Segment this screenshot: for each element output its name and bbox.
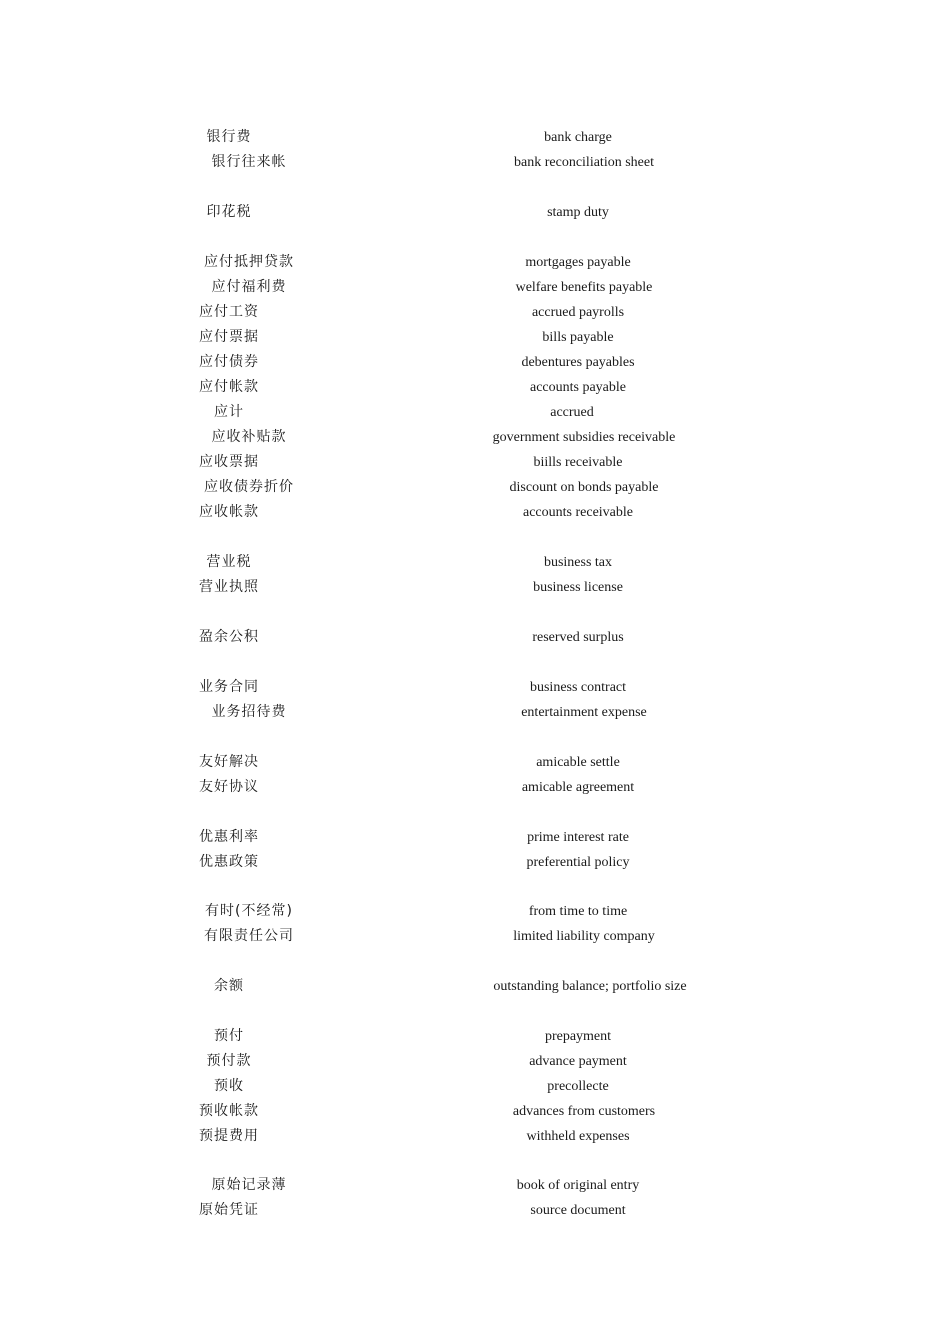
term-chinese: 优惠政策 [199, 854, 259, 870]
glossary-row [0, 425, 950, 450]
glossary-row [0, 850, 950, 875]
term-chinese: 预提费用 [199, 1128, 259, 1144]
term-chinese: 应收债券折价 [204, 479, 294, 495]
term-english: business tax [543, 555, 613, 570]
term-chinese: 银行往来帐 [211, 154, 287, 170]
term-chinese: 预付款 [206, 1053, 252, 1069]
term-english: bank charge [544, 130, 612, 145]
term-chinese: 原始凭证 [199, 1202, 259, 1218]
term-english: business license [533, 580, 623, 595]
glossary-row [0, 700, 950, 725]
term-chinese: 优惠利率 [199, 829, 259, 845]
term-chinese: 应付抵押贷款 [204, 254, 294, 270]
term-english: outstanding balance; portfolio size [493, 979, 687, 994]
term-english: debentures payables [521, 355, 635, 370]
glossary-row [0, 1074, 950, 1099]
term-chinese: 应计 [214, 404, 244, 420]
term-english: biills receivable [533, 455, 623, 470]
term-chinese: 营业执照 [199, 579, 259, 595]
term-english: mortgages payable [525, 255, 631, 270]
term-english: entertainment expense [521, 705, 647, 720]
term-chinese: 应付帐款 [199, 379, 259, 395]
glossary-row [0, 250, 950, 275]
term-english: prime interest rate [527, 830, 629, 845]
term-chinese: 有时(不经常) [205, 903, 293, 919]
term-chinese: 应收补贴款 [211, 429, 287, 445]
glossary-row [0, 200, 950, 225]
term-english: government subsidies receivable [492, 430, 676, 445]
glossary-row [0, 924, 950, 949]
term-chinese: 应付票据 [199, 329, 259, 345]
term-english: amicable agreement [521, 780, 635, 795]
term-english: accrued [550, 405, 594, 420]
glossary-row [0, 150, 950, 175]
glossary-row [0, 125, 950, 150]
term-english: accounts receivable [523, 505, 633, 520]
glossary-row [0, 275, 950, 300]
glossary-row [0, 825, 950, 850]
term-english: withheld expenses [526, 1129, 630, 1144]
term-english: business contract [529, 680, 627, 695]
glossary-row [0, 675, 950, 700]
glossary-row [0, 625, 950, 650]
term-chinese: 预收 [214, 1078, 244, 1094]
term-chinese: 业务合同 [199, 679, 259, 695]
term-english: accounts payable [529, 380, 627, 395]
term-chinese: 友好解决 [199, 754, 259, 770]
glossary-row [0, 1099, 950, 1124]
term-english: reserved surplus [532, 630, 624, 645]
glossary-row [0, 1173, 950, 1198]
term-chinese: 原始记录薄 [211, 1177, 287, 1193]
term-chinese: 银行费 [206, 129, 252, 145]
glossary-row [0, 974, 950, 999]
glossary-row [0, 400, 950, 425]
term-english: from time to time [528, 904, 628, 919]
term-english: source document [530, 1203, 626, 1218]
term-chinese: 应收票据 [199, 454, 259, 470]
glossary-row [0, 475, 950, 500]
glossary-row [0, 775, 950, 800]
term-chinese: 应付工资 [199, 304, 259, 320]
glossary-row [0, 300, 950, 325]
term-chinese: 应收帐款 [199, 504, 259, 520]
glossary-row [0, 450, 950, 475]
term-chinese: 预付 [214, 1028, 244, 1044]
glossary-row [0, 899, 950, 924]
term-chinese: 余额 [214, 978, 244, 994]
glossary-row [0, 550, 950, 575]
term-english: preferential policy [526, 855, 630, 870]
glossary-row [0, 1124, 950, 1149]
glossary-row [0, 575, 950, 600]
term-english: accrued payrolls [531, 305, 625, 320]
glossary-row [0, 375, 950, 400]
term-chinese: 盈余公积 [199, 629, 259, 645]
term-chinese: 有限责任公司 [204, 928, 294, 944]
glossary-row [0, 750, 950, 775]
term-english: advances from customers [512, 1104, 656, 1119]
term-english: amicable settle [536, 755, 620, 770]
glossary-row [0, 1024, 950, 1049]
term-english: welfare benefits payable [515, 280, 653, 295]
term-chinese: 营业税 [206, 554, 252, 570]
glossary-row [0, 1049, 950, 1074]
term-chinese: 印花税 [206, 204, 252, 220]
term-chinese: 业务招待费 [211, 704, 287, 720]
term-english: advance payment [529, 1054, 627, 1069]
term-english: limited liability company [513, 929, 655, 944]
term-english: stamp duty [547, 205, 609, 220]
glossary-row [0, 1198, 950, 1223]
term-english: bank reconciliation sheet [514, 155, 654, 170]
term-chinese: 应付债券 [199, 354, 259, 370]
term-english: prepayment [544, 1029, 612, 1044]
glossary-row [0, 350, 950, 375]
term-chinese: 预收帐款 [199, 1103, 259, 1119]
term-english: book of original entry [516, 1178, 640, 1193]
term-english: precollecte [547, 1079, 609, 1094]
glossary-row [0, 500, 950, 525]
term-chinese: 友好协议 [199, 779, 259, 795]
term-english: discount on bonds payable [509, 480, 659, 495]
term-chinese: 应付福利费 [211, 279, 287, 295]
term-english: bills payable [542, 330, 614, 345]
glossary-row [0, 325, 950, 350]
